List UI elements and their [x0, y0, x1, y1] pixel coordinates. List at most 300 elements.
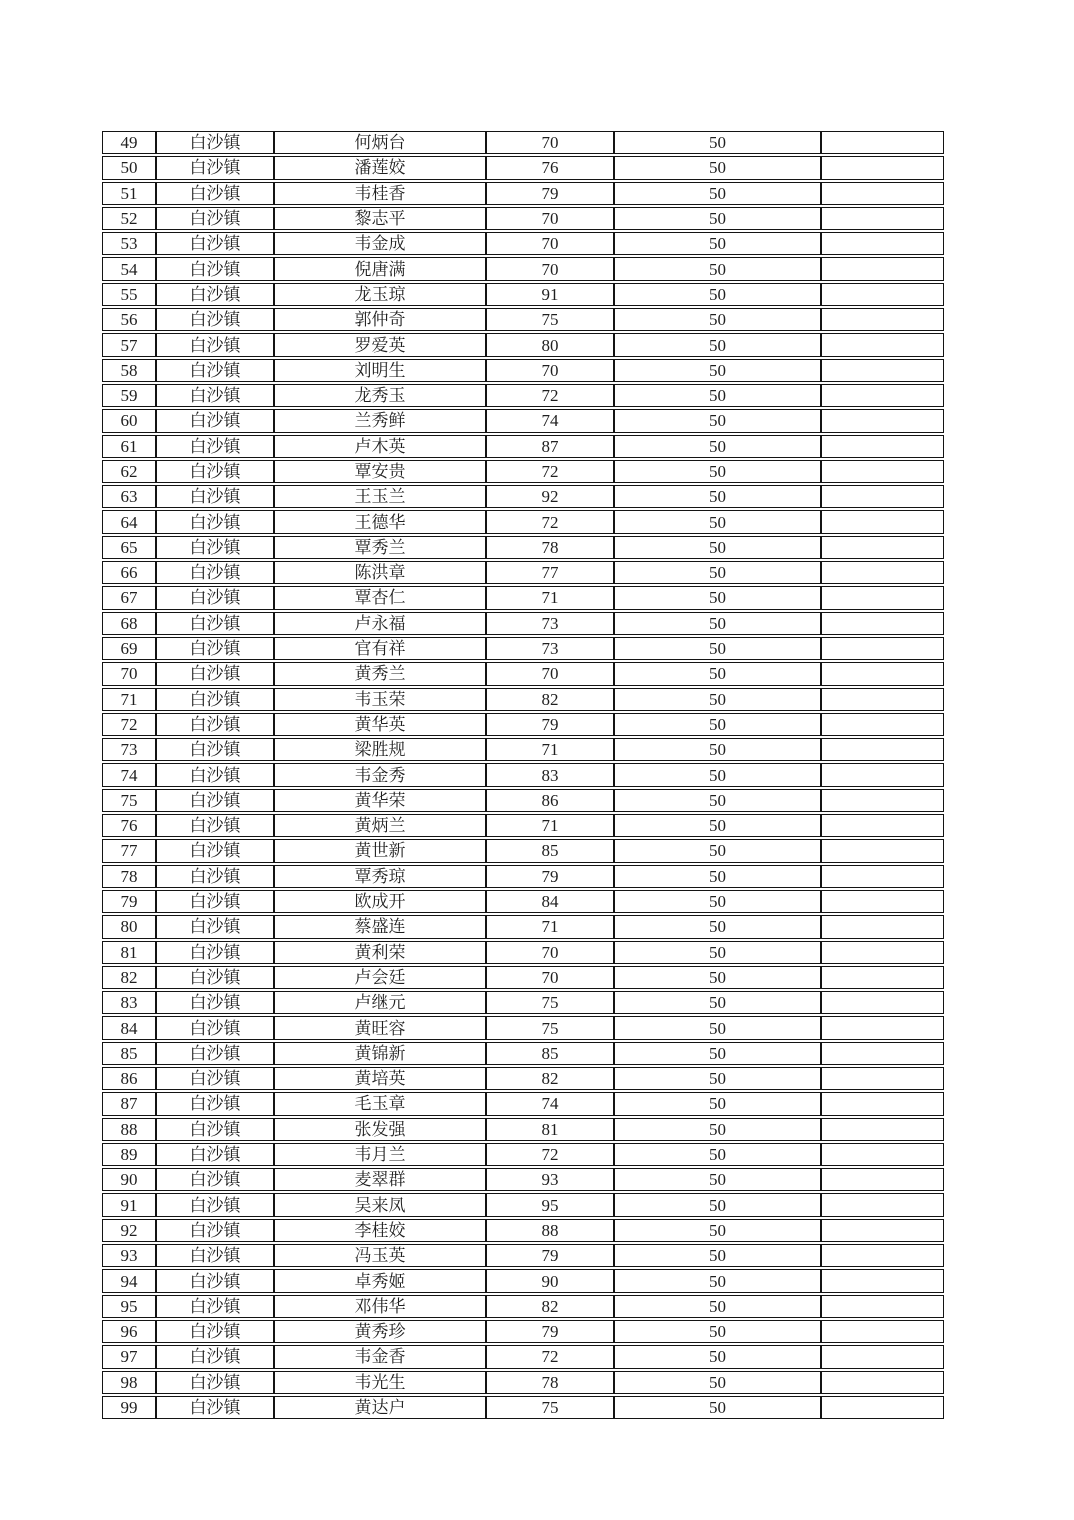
remark-cell: [821, 359, 944, 382]
row-number-cell: 51: [102, 182, 156, 205]
remark-cell: [821, 1345, 944, 1368]
town-cell: 白沙镇: [156, 1345, 274, 1368]
table-row: [102, 1092, 944, 1115]
remark-cell: [821, 131, 944, 154]
person-name-cell: 韦玉荣: [274, 688, 486, 711]
amount-cell: 50: [614, 890, 821, 913]
table-row: [102, 435, 944, 458]
table-row: [102, 612, 944, 635]
person-name-cell: 倪唐满: [274, 257, 486, 280]
row-number-cell: 65: [102, 536, 156, 559]
person-name-cell: 欧成开: [274, 890, 486, 913]
amount-cell: 50: [614, 612, 821, 635]
row-number-cell: 88: [102, 1118, 156, 1141]
amount-cell: 50: [614, 688, 821, 711]
age-cell: 79: [486, 713, 614, 736]
remark-cell: [821, 637, 944, 660]
person-name-cell: 张发强: [274, 1118, 486, 1141]
remark-cell: [821, 612, 944, 635]
remark-cell: [821, 738, 944, 761]
amount-cell: 50: [614, 485, 821, 508]
table-row: [102, 991, 944, 1014]
amount-cell: 50: [614, 409, 821, 432]
table-row: [102, 257, 944, 280]
person-name-cell: 韦桂香: [274, 182, 486, 205]
remark-cell: [821, 1042, 944, 1065]
amount-cell: 50: [614, 1269, 821, 1292]
town-cell: 白沙镇: [156, 637, 274, 660]
table-row: [102, 738, 944, 761]
row-number-cell: 58: [102, 359, 156, 382]
age-cell: 79: [486, 1320, 614, 1343]
person-name-cell: 冯玉英: [274, 1244, 486, 1267]
table-row: [102, 1244, 944, 1267]
town-cell: 白沙镇: [156, 409, 274, 432]
row-number-cell: 73: [102, 738, 156, 761]
remark-cell: [821, 890, 944, 913]
amount-cell: 50: [614, 1042, 821, 1065]
person-name-cell: 李桂姣: [274, 1219, 486, 1242]
row-number-cell: 60: [102, 409, 156, 432]
town-cell: 白沙镇: [156, 1219, 274, 1242]
town-cell: 白沙镇: [156, 941, 274, 964]
table-row: [102, 232, 944, 255]
age-cell: 78: [486, 536, 614, 559]
town-cell: 白沙镇: [156, 308, 274, 331]
town-cell: 白沙镇: [156, 1042, 274, 1065]
age-cell: 70: [486, 232, 614, 255]
person-name-cell: 覃秀兰: [274, 536, 486, 559]
remark-cell: [821, 207, 944, 230]
age-cell: 73: [486, 637, 614, 660]
person-name-cell: 毛玉章: [274, 1092, 486, 1115]
amount-cell: 50: [614, 257, 821, 280]
table-row: [102, 1269, 944, 1292]
row-number-cell: 75: [102, 789, 156, 812]
row-number-cell: 79: [102, 890, 156, 913]
remark-cell: [821, 1118, 944, 1141]
row-number-cell: 95: [102, 1295, 156, 1318]
town-cell: 白沙镇: [156, 688, 274, 711]
town-cell: 白沙镇: [156, 182, 274, 205]
remark-cell: [821, 941, 944, 964]
remark-cell: [821, 713, 944, 736]
town-cell: 白沙镇: [156, 561, 274, 584]
row-number-cell: 69: [102, 637, 156, 660]
remark-cell: [821, 1193, 944, 1216]
row-number-cell: 63: [102, 485, 156, 508]
town-cell: 白沙镇: [156, 131, 274, 154]
remark-cell: [821, 510, 944, 533]
person-name-cell: 蔡盛连: [274, 915, 486, 938]
age-cell: 87: [486, 435, 614, 458]
remark-cell: [821, 384, 944, 407]
amount-cell: 50: [614, 1396, 821, 1419]
table-row: [102, 763, 944, 786]
person-name-cell: 黄炳兰: [274, 814, 486, 837]
amount-cell: 50: [614, 713, 821, 736]
town-cell: 白沙镇: [156, 359, 274, 382]
person-name-cell: 龙秀玉: [274, 384, 486, 407]
table-row: [102, 688, 944, 711]
age-cell: 72: [486, 1143, 614, 1166]
table-row: [102, 1193, 944, 1216]
person-name-cell: 潘莲姣: [274, 156, 486, 179]
remark-cell: [821, 435, 944, 458]
person-name-cell: 黄世新: [274, 839, 486, 862]
person-name-cell: 刘明生: [274, 359, 486, 382]
person-name-cell: 黄达户: [274, 1396, 486, 1419]
age-cell: 70: [486, 359, 614, 382]
age-cell: 84: [486, 890, 614, 913]
table-row: [102, 1143, 944, 1166]
town-cell: 白沙镇: [156, 865, 274, 888]
row-number-cell: 89: [102, 1143, 156, 1166]
age-cell: 95: [486, 1193, 614, 1216]
amount-cell: 50: [614, 1143, 821, 1166]
town-cell: 白沙镇: [156, 915, 274, 938]
person-name-cell: 韦金成: [274, 232, 486, 255]
amount-cell: 50: [614, 510, 821, 533]
amount-cell: 50: [614, 384, 821, 407]
person-name-cell: 郭仲奇: [274, 308, 486, 331]
person-name-cell: 卢会廷: [274, 966, 486, 989]
amount-cell: 50: [614, 1345, 821, 1368]
age-cell: 71: [486, 915, 614, 938]
age-cell: 70: [486, 207, 614, 230]
amount-cell: 50: [614, 1320, 821, 1343]
amount-cell: 50: [614, 789, 821, 812]
amount-cell: 50: [614, 662, 821, 685]
amount-cell: 50: [614, 333, 821, 356]
row-number-cell: 66: [102, 561, 156, 584]
amount-cell: 50: [614, 1016, 821, 1039]
table-row: [102, 1219, 944, 1242]
age-cell: 85: [486, 1042, 614, 1065]
table-row: [102, 384, 944, 407]
age-cell: 72: [486, 460, 614, 483]
amount-cell: 50: [614, 1118, 821, 1141]
amount-cell: 50: [614, 561, 821, 584]
person-name-cell: 邓伟华: [274, 1295, 486, 1318]
person-name-cell: 吴来凤: [274, 1193, 486, 1216]
remark-cell: [821, 182, 944, 205]
table-row: [102, 536, 944, 559]
amount-cell: 50: [614, 915, 821, 938]
amount-cell: 50: [614, 359, 821, 382]
row-number-cell: 85: [102, 1042, 156, 1065]
row-number-cell: 86: [102, 1067, 156, 1090]
amount-cell: 50: [614, 839, 821, 862]
row-number-cell: 77: [102, 839, 156, 862]
row-number-cell: 80: [102, 915, 156, 938]
remark-cell: [821, 1295, 944, 1318]
row-number-cell: 56: [102, 308, 156, 331]
table-row: [102, 662, 944, 685]
amount-cell: 50: [614, 763, 821, 786]
amount-cell: 50: [614, 1244, 821, 1267]
row-number-cell: 68: [102, 612, 156, 635]
roster-table-body: [102, 131, 944, 1419]
table-row: [102, 1016, 944, 1039]
table-row: [102, 637, 944, 660]
remark-cell: [821, 460, 944, 483]
amount-cell: 50: [614, 435, 821, 458]
town-cell: 白沙镇: [156, 1092, 274, 1115]
town-cell: 白沙镇: [156, 1067, 274, 1090]
town-cell: 白沙镇: [156, 435, 274, 458]
row-number-cell: 72: [102, 713, 156, 736]
age-cell: 72: [486, 510, 614, 533]
row-number-cell: 71: [102, 688, 156, 711]
person-name-cell: 龙玉琼: [274, 283, 486, 306]
person-name-cell: 何炳台: [274, 131, 486, 154]
age-cell: 71: [486, 814, 614, 837]
person-name-cell: 陈洪章: [274, 561, 486, 584]
table-row: [102, 1396, 944, 1419]
row-number-cell: 54: [102, 257, 156, 280]
row-number-cell: 62: [102, 460, 156, 483]
row-number-cell: 78: [102, 865, 156, 888]
amount-cell: 50: [614, 1219, 821, 1242]
town-cell: 白沙镇: [156, 232, 274, 255]
table-row: [102, 333, 944, 356]
remark-cell: [821, 536, 944, 559]
remark-cell: [821, 966, 944, 989]
age-cell: 70: [486, 662, 614, 685]
town-cell: 白沙镇: [156, 1269, 274, 1292]
person-name-cell: 覃秀琼: [274, 865, 486, 888]
town-cell: 白沙镇: [156, 333, 274, 356]
table-row: [102, 485, 944, 508]
age-cell: 82: [486, 1295, 614, 1318]
amount-cell: 50: [614, 232, 821, 255]
age-cell: 72: [486, 384, 614, 407]
remark-cell: [821, 561, 944, 584]
remark-cell: [821, 1067, 944, 1090]
person-name-cell: 卢永福: [274, 612, 486, 635]
amount-cell: 50: [614, 1092, 821, 1115]
row-number-cell: 83: [102, 991, 156, 1014]
table-row: [102, 1067, 944, 1090]
person-name-cell: 兰秀鲜: [274, 409, 486, 432]
table-row: [102, 865, 944, 888]
remark-cell: [821, 1219, 944, 1242]
person-name-cell: 黄秀兰: [274, 662, 486, 685]
amount-cell: 50: [614, 1295, 821, 1318]
row-number-cell: 57: [102, 333, 156, 356]
amount-cell: 50: [614, 283, 821, 306]
age-cell: 78: [486, 1371, 614, 1394]
amount-cell: 50: [614, 1067, 821, 1090]
row-number-cell: 96: [102, 1320, 156, 1343]
table-row: [102, 966, 944, 989]
age-cell: 91: [486, 283, 614, 306]
town-cell: 白沙镇: [156, 156, 274, 179]
amount-cell: 50: [614, 941, 821, 964]
amount-cell: 50: [614, 460, 821, 483]
table-row: [102, 941, 944, 964]
row-number-cell: 84: [102, 1016, 156, 1039]
age-cell: 79: [486, 865, 614, 888]
table-row: [102, 839, 944, 862]
age-cell: 85: [486, 839, 614, 862]
person-name-cell: 覃安贵: [274, 460, 486, 483]
table-row: [102, 561, 944, 584]
table-row: [102, 510, 944, 533]
age-cell: 81: [486, 1118, 614, 1141]
town-cell: 白沙镇: [156, 207, 274, 230]
person-name-cell: 黎志平: [274, 207, 486, 230]
remark-cell: [821, 1143, 944, 1166]
amount-cell: 50: [614, 536, 821, 559]
table-row: [102, 1118, 944, 1141]
person-name-cell: 韦金香: [274, 1345, 486, 1368]
remark-cell: [821, 688, 944, 711]
remark-cell: [821, 662, 944, 685]
town-cell: 白沙镇: [156, 763, 274, 786]
row-number-cell: 67: [102, 586, 156, 609]
town-cell: 白沙镇: [156, 384, 274, 407]
amount-cell: 50: [614, 131, 821, 154]
age-cell: 72: [486, 1345, 614, 1368]
town-cell: 白沙镇: [156, 1143, 274, 1166]
remark-cell: [821, 991, 944, 1014]
person-name-cell: 韦光生: [274, 1371, 486, 1394]
town-cell: 白沙镇: [156, 485, 274, 508]
amount-cell: 50: [614, 586, 821, 609]
table-row: [102, 409, 944, 432]
roster-table: [102, 129, 944, 1421]
table-row: [102, 460, 944, 483]
town-cell: 白沙镇: [156, 839, 274, 862]
amount-cell: 50: [614, 1193, 821, 1216]
town-cell: 白沙镇: [156, 814, 274, 837]
table-row: [102, 1371, 944, 1394]
remark-cell: [821, 586, 944, 609]
table-row: [102, 1042, 944, 1065]
amount-cell: 50: [614, 966, 821, 989]
amount-cell: 50: [614, 637, 821, 660]
table-row: [102, 1295, 944, 1318]
age-cell: 75: [486, 308, 614, 331]
person-name-cell: 麦翠群: [274, 1168, 486, 1191]
row-number-cell: 59: [102, 384, 156, 407]
person-name-cell: 覃杏仁: [274, 586, 486, 609]
row-number-cell: 70: [102, 662, 156, 685]
town-cell: 白沙镇: [156, 789, 274, 812]
age-cell: 71: [486, 586, 614, 609]
remark-cell: [821, 257, 944, 280]
age-cell: 90: [486, 1269, 614, 1292]
table-row: [102, 789, 944, 812]
row-number-cell: 93: [102, 1244, 156, 1267]
age-cell: 70: [486, 941, 614, 964]
person-name-cell: 卢木英: [274, 435, 486, 458]
row-number-cell: 64: [102, 510, 156, 533]
age-cell: 77: [486, 561, 614, 584]
row-number-cell: 90: [102, 1168, 156, 1191]
person-name-cell: 卓秀姬: [274, 1269, 486, 1292]
table-row: [102, 308, 944, 331]
remark-cell: [821, 1396, 944, 1419]
remark-cell: [821, 1092, 944, 1115]
table-row: [102, 586, 944, 609]
town-cell: 白沙镇: [156, 1244, 274, 1267]
person-name-cell: 王德华: [274, 510, 486, 533]
remark-cell: [821, 789, 944, 812]
person-name-cell: 王玉兰: [274, 485, 486, 508]
row-number-cell: 92: [102, 1219, 156, 1242]
person-name-cell: 黄利荣: [274, 941, 486, 964]
person-name-cell: 黄锦新: [274, 1042, 486, 1065]
town-cell: 白沙镇: [156, 738, 274, 761]
age-cell: 75: [486, 1396, 614, 1419]
person-name-cell: 罗爱英: [274, 333, 486, 356]
remark-cell: [821, 1269, 944, 1292]
town-cell: 白沙镇: [156, 1295, 274, 1318]
town-cell: 白沙镇: [156, 662, 274, 685]
remark-cell: [821, 409, 944, 432]
remark-cell: [821, 485, 944, 508]
amount-cell: 50: [614, 814, 821, 837]
age-cell: 92: [486, 485, 614, 508]
row-number-cell: 50: [102, 156, 156, 179]
amount-cell: 50: [614, 182, 821, 205]
amount-cell: 50: [614, 156, 821, 179]
age-cell: 74: [486, 409, 614, 432]
remark-cell: [821, 156, 944, 179]
age-cell: 80: [486, 333, 614, 356]
row-number-cell: 55: [102, 283, 156, 306]
age-cell: 88: [486, 1219, 614, 1242]
table-row: [102, 890, 944, 913]
remark-cell: [821, 839, 944, 862]
table-row: [102, 283, 944, 306]
person-name-cell: 韦金秀: [274, 763, 486, 786]
age-cell: 82: [486, 1067, 614, 1090]
person-name-cell: 韦月兰: [274, 1143, 486, 1166]
person-name-cell: 梁胜规: [274, 738, 486, 761]
age-cell: 82: [486, 688, 614, 711]
remark-cell: [821, 308, 944, 331]
remark-cell: [821, 283, 944, 306]
town-cell: 白沙镇: [156, 1016, 274, 1039]
town-cell: 白沙镇: [156, 460, 274, 483]
person-name-cell: 官有祥: [274, 637, 486, 660]
town-cell: 白沙镇: [156, 283, 274, 306]
town-cell: 白沙镇: [156, 536, 274, 559]
person-name-cell: 黄培英: [274, 1067, 486, 1090]
town-cell: 白沙镇: [156, 1168, 274, 1191]
town-cell: 白沙镇: [156, 1371, 274, 1394]
amount-cell: 50: [614, 308, 821, 331]
remark-cell: [821, 1320, 944, 1343]
age-cell: 86: [486, 789, 614, 812]
age-cell: 70: [486, 257, 614, 280]
town-cell: 白沙镇: [156, 1396, 274, 1419]
amount-cell: 50: [614, 991, 821, 1014]
amount-cell: 50: [614, 1168, 821, 1191]
row-number-cell: 87: [102, 1092, 156, 1115]
age-cell: 70: [486, 131, 614, 154]
amount-cell: 50: [614, 865, 821, 888]
amount-cell: 50: [614, 207, 821, 230]
table-row: [102, 359, 944, 382]
row-number-cell: 81: [102, 941, 156, 964]
amount-cell: 50: [614, 1371, 821, 1394]
person-name-cell: 黄华英: [274, 713, 486, 736]
